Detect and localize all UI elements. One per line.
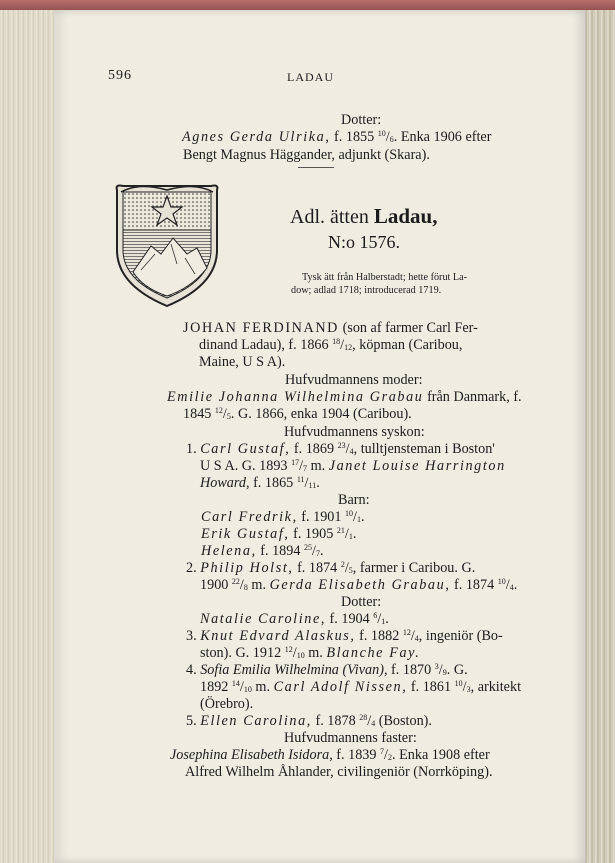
entry-line: U S A. G. 1893 $^{17}/_7$ m. Janet Louise Harrington [200, 458, 506, 474]
entry-line: Maine, U S A). [199, 354, 286, 370]
family-number: N:o 1576. [328, 232, 400, 252]
daughter-heading: Dotter: [341, 112, 382, 128]
entry-line: (Örebro). [200, 696, 254, 712]
section-heading: Hufvudmannens syskon: [284, 424, 425, 440]
separator-rule [298, 167, 334, 168]
entry-line: 2. Philip Holst, f. 1874 $^2/_5$, farmer i Caribou. G. [186, 560, 476, 576]
entry-line: JOHAN FERDINAND (son af farmer Carl Fer- [183, 320, 478, 336]
entry-line: Erik Gustaf, f. 1905 $^{21}/_1$. [201, 526, 357, 542]
entry-line: Agnes Gerda Ulrika, f. 1855 $^{10}/_6$. Enka 1906 efter [182, 129, 492, 145]
family-title: Adl. ätten Ladau, [290, 204, 438, 228]
section-heading: Hufvudmannens faster: [284, 730, 417, 746]
entry-line: 1892 $^{14}/_{10}$ m. Carl Adolf Nissen, f. 1861 $^{10}/_3$, arkitekt [200, 679, 522, 695]
running-title: LADAU [287, 70, 334, 84]
page-number: 596 [108, 68, 132, 83]
entry-line: Helena, f. 1894 $^{25}/_7$. [201, 543, 324, 559]
entry-line: 1845 $^{12}/_5$. G. 1866, enka 1904 (Caribou). [183, 406, 412, 422]
family-note-line: Tysk ätt från Halberstadt; hette förut La- [302, 272, 468, 283]
entry-line: Bengt Magnus Häggander, adjunkt (Skara). [183, 147, 430, 163]
family-note-line: dow; adlad 1718; introducerad 1719. [291, 285, 442, 296]
entry-line: Josephina Elisabeth Isidora, f. 1839 $^7/_2$. Enka 1908 efter [170, 747, 490, 763]
section-heading: Dotter: [341, 594, 382, 610]
coat-of-arms-icon [111, 180, 223, 310]
entry-line: Alfred Wilhelm Åhlander, civilingeniör (Norrköping). [185, 764, 493, 780]
entry-line: 4. Sofia Emilia Wilhelmina (Vivan), f. 1870 $^3/_9$. G. [186, 662, 468, 678]
page-edges-left [0, 10, 60, 863]
page-edges-right [582, 10, 615, 863]
entry-line: dinand Ladau), f. 1866 $^{18}/_{12}$, köpman (Caribou, [199, 337, 463, 353]
entry-line: Carl Fredrik, f. 1901 $^{10}/_1$. [201, 509, 365, 525]
entry-line: Howard, f. 1865 $^{11}/_{11}$. [200, 475, 320, 491]
entry-line: 1900 $^{22}/_8$ m. Gerda Elisabeth Grabau, f. 1874 $^{10}/_4$. [200, 577, 518, 593]
entry-line: 5. Ellen Carolina, f. 1878 $^{28}/_4$ (Boston). [186, 713, 432, 729]
entry-line: ston). G. 1912 $^{12}/_{10}$ m. Blanche Fay. [200, 645, 421, 661]
entry-line: Emilie Johanna Wilhelmina Grabau från Danmark, f. [167, 389, 522, 405]
section-heading: Barn: [338, 492, 370, 508]
entry-line: 3. Knut Edvard Alaskus, f. 1882 $^{12}/_4$, ingeniör (Bo- [186, 628, 503, 644]
entry-line: 1. Carl Gustaf, f. 1869 $^{23}/_4$, tulltjensteman i Boston' [186, 441, 495, 457]
entry-line: Natalie Caroline, f. 1904 $^6/_1$. [200, 611, 389, 627]
section-heading: Hufvudmannens moder: [285, 372, 423, 388]
